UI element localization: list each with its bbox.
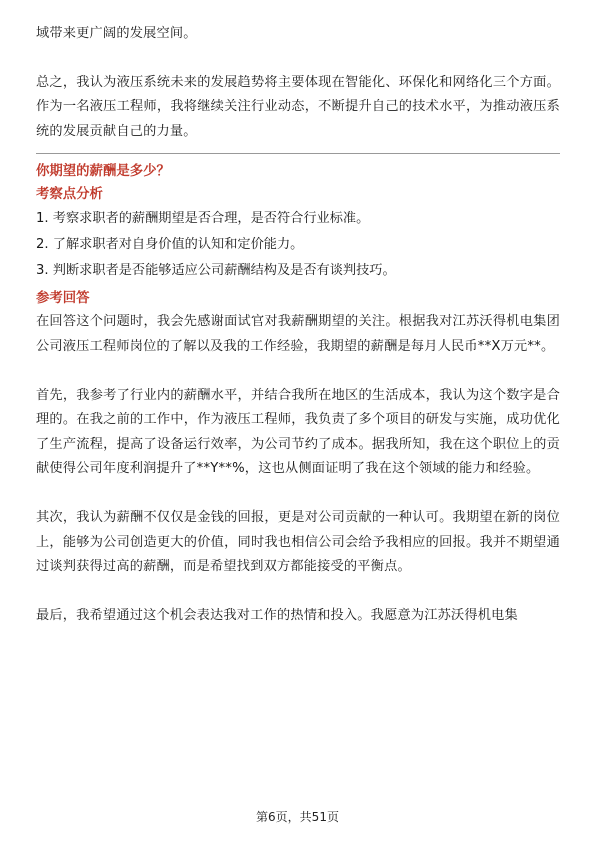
analysis-item: 3. 判断求职者是否能够适应公司薪酬结构及是否有谈判技巧。 (36, 263, 396, 279)
answer-paragraph: 在回答这个问题时，我会先感谢面试官对我薪酬期望的关注。根据我对江苏沃得机电集团公司液压工程师岗位的了解以及我的工作经验，我期望的薪酬是每月人民币**X万元**。 (36, 314, 560, 354)
analysis-item: 2. 了解求职者对自身价值的认知和定价能力。 (36, 237, 304, 253)
section-divider (36, 153, 560, 154)
page-content (36, 22, 560, 628)
paragraph-summary: 总之，我认为液压系统未来的发展趋势将主要体现在智能化、环保化和网络化三个方面。作为一名液压工程师，我将继续关注行业动态，不断提升自己的技术水平，为推动液压系统的发展贡献自己的力量。 (36, 74, 560, 139)
analysis-item: 1. 考察求职者的薪酬期望是否合理，是否符合行业标准。 (36, 211, 370, 227)
question-title: 你期望的薪酬是多少？ (36, 164, 170, 180)
page-number: 第6页，共51页 (256, 810, 339, 824)
analysis-heading: 考察点分析 (36, 187, 103, 203)
answer-paragraph: 其次，我认为薪酬不仅仅是金钱的回报，更是对公司贡献的一种认可。我期望在新的岗位上，能够为公司创造更大的价值，同时我也相信公司会给予我相应的回报。我并不期望通过谈判获得过高的薪酬，而是希望找到双方都能接受的平衡点。 (36, 509, 560, 575)
answer-paragraph: 首先，我参考了行业内的薪酬水平，并结合我所在地区的生活成本，我认为这个数字是合理的。在我之前的工作中，作为液压工程师，我负责了多个项目的研发与实施，成功优化了生产流程，提高了设备运行效率，为公司节约了成本。据我所知，我在这个职位上的贡献使得公司年度利润提升了**Y**%，这也从侧面证明了我在这个领域的能力和经验。 (36, 387, 560, 477)
answer-paragraph: 最后，我希望通过这个机会表达我对工作的热情和投入。我愿意为江苏沃得机电集 (36, 607, 518, 623)
paragraph-continued: 域带来更广阔的发展空间。 (36, 26, 197, 41)
answer-heading: 参考回答 (36, 291, 90, 307)
